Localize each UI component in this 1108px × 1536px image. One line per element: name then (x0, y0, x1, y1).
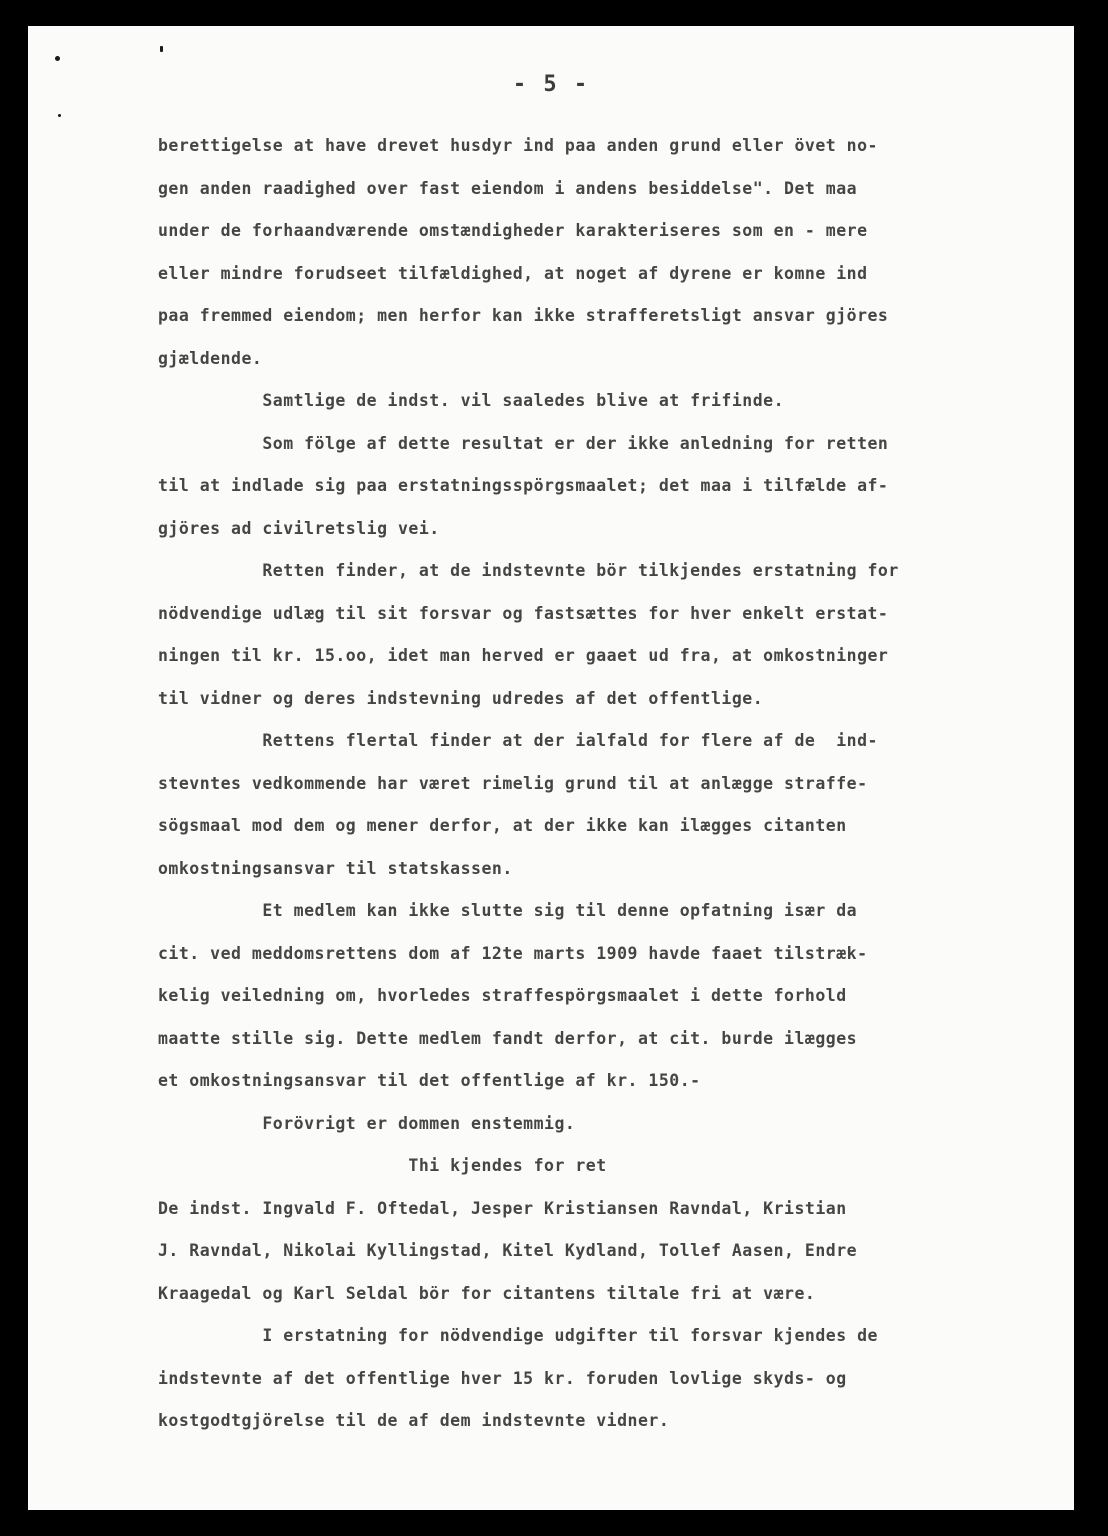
verdict-heading: Thi kjendes for ret (158, 1156, 607, 1175)
text-line: Rettens flertal finder at der ialfald for flere af de ind- (158, 731, 878, 750)
text-line: gjöres ad civilretslig vei. (158, 518, 440, 538)
text-line: ningen til kr. 15.oo, idet man herved er gaaet ud fra, at omkostninger (158, 646, 889, 665)
text-line: Retten finder, at de indstevnte bör tilkjendes erstatning for (158, 561, 899, 580)
text-line: under de forhaandværende omstændigheder karakteriseres som en - mere (158, 221, 868, 240)
document-body (158, 125, 1058, 1443)
text-line: nödvendige udlæg til sit forsvar og fastsættes for hver enkelt erstat- (158, 603, 889, 623)
text-line: Kraagedal og Karl Seldal bör for citantens tiltale fri at være. (158, 1283, 816, 1303)
text-line: cit. ved meddomsrettens dom af 12te marts 1909 havde faaet tilstræk- (158, 943, 868, 963)
punch-mark (55, 56, 60, 61)
text-line: gen anden raadighed over fast eiendom i andens besiddelse". Det maa (158, 178, 858, 198)
text-line: stevntes vedkommende har været rimelig grund til at anlægge straffe- (158, 773, 868, 793)
text-line: eller mindre forudseet tilfældighed, at noget af dyrene er komne ind (158, 263, 868, 283)
text-line: berettigelse at have drevet husdyr ind paa anden grund eller övet no- (158, 136, 878, 155)
text-line: kelig veiledning om, hvorledes straffespörgsmaalet i dette forhold (158, 986, 847, 1005)
text-line: Samtlige de indst. vil saaledes blive at frifinde. (158, 391, 785, 410)
text-line: Et medlem kan ikke slutte sig til denne opfatning især da (158, 901, 858, 920)
text-line: til vidner og deres indstevning udredes af det offentlige. (158, 688, 764, 708)
text-line: omkostningsansvar til statskassen. (158, 858, 513, 878)
text-line: et omkostningsansvar til det offentlige af kr. 150.- (158, 1071, 701, 1090)
text-line: til at indlade sig paa erstatningsspörgsmaalet; det maa i tilfælde af- (158, 476, 889, 495)
text-line: maatte stille sig. Dette medlem fandt derfor, at cit. burde ilægges (158, 1028, 858, 1048)
text-line: J. Ravndal, Nikolai Kyllingstad, Kitel Kydland, Tollef Aasen, Endre (158, 1241, 858, 1260)
document-page (28, 26, 1074, 1510)
page-number: - 5 - (512, 72, 590, 97)
text-line: Som fölge af dette resultat er der ikke anledning for retten (158, 433, 889, 453)
text-line: Forövrigt er dommen enstemmig. (158, 1113, 576, 1133)
punch-mark (160, 46, 163, 52)
text-line: kostgodtgjörelse til de af dem indstevnte vidner. (158, 1411, 670, 1430)
text-line: I erstatning for nödvendige udgifter til forsvar kjendes de (158, 1326, 878, 1345)
punch-mark (58, 114, 61, 117)
text-line: paa fremmed eiendom; men herfor kan ikke strafferetsligt ansvar gjöres (158, 306, 889, 325)
text-line: indstevnte af det offentlige hver 15 kr. foruden lovlige skyds- og (158, 1368, 847, 1388)
text-line: De indst. Ingvald F. Oftedal, Jesper Kristiansen Ravndal, Kristian (158, 1198, 847, 1218)
text-line: gjældende. (158, 348, 263, 368)
text-line: sögsmaal mod dem og mener derfor, at der ikke kan ilægges citanten (158, 816, 847, 835)
